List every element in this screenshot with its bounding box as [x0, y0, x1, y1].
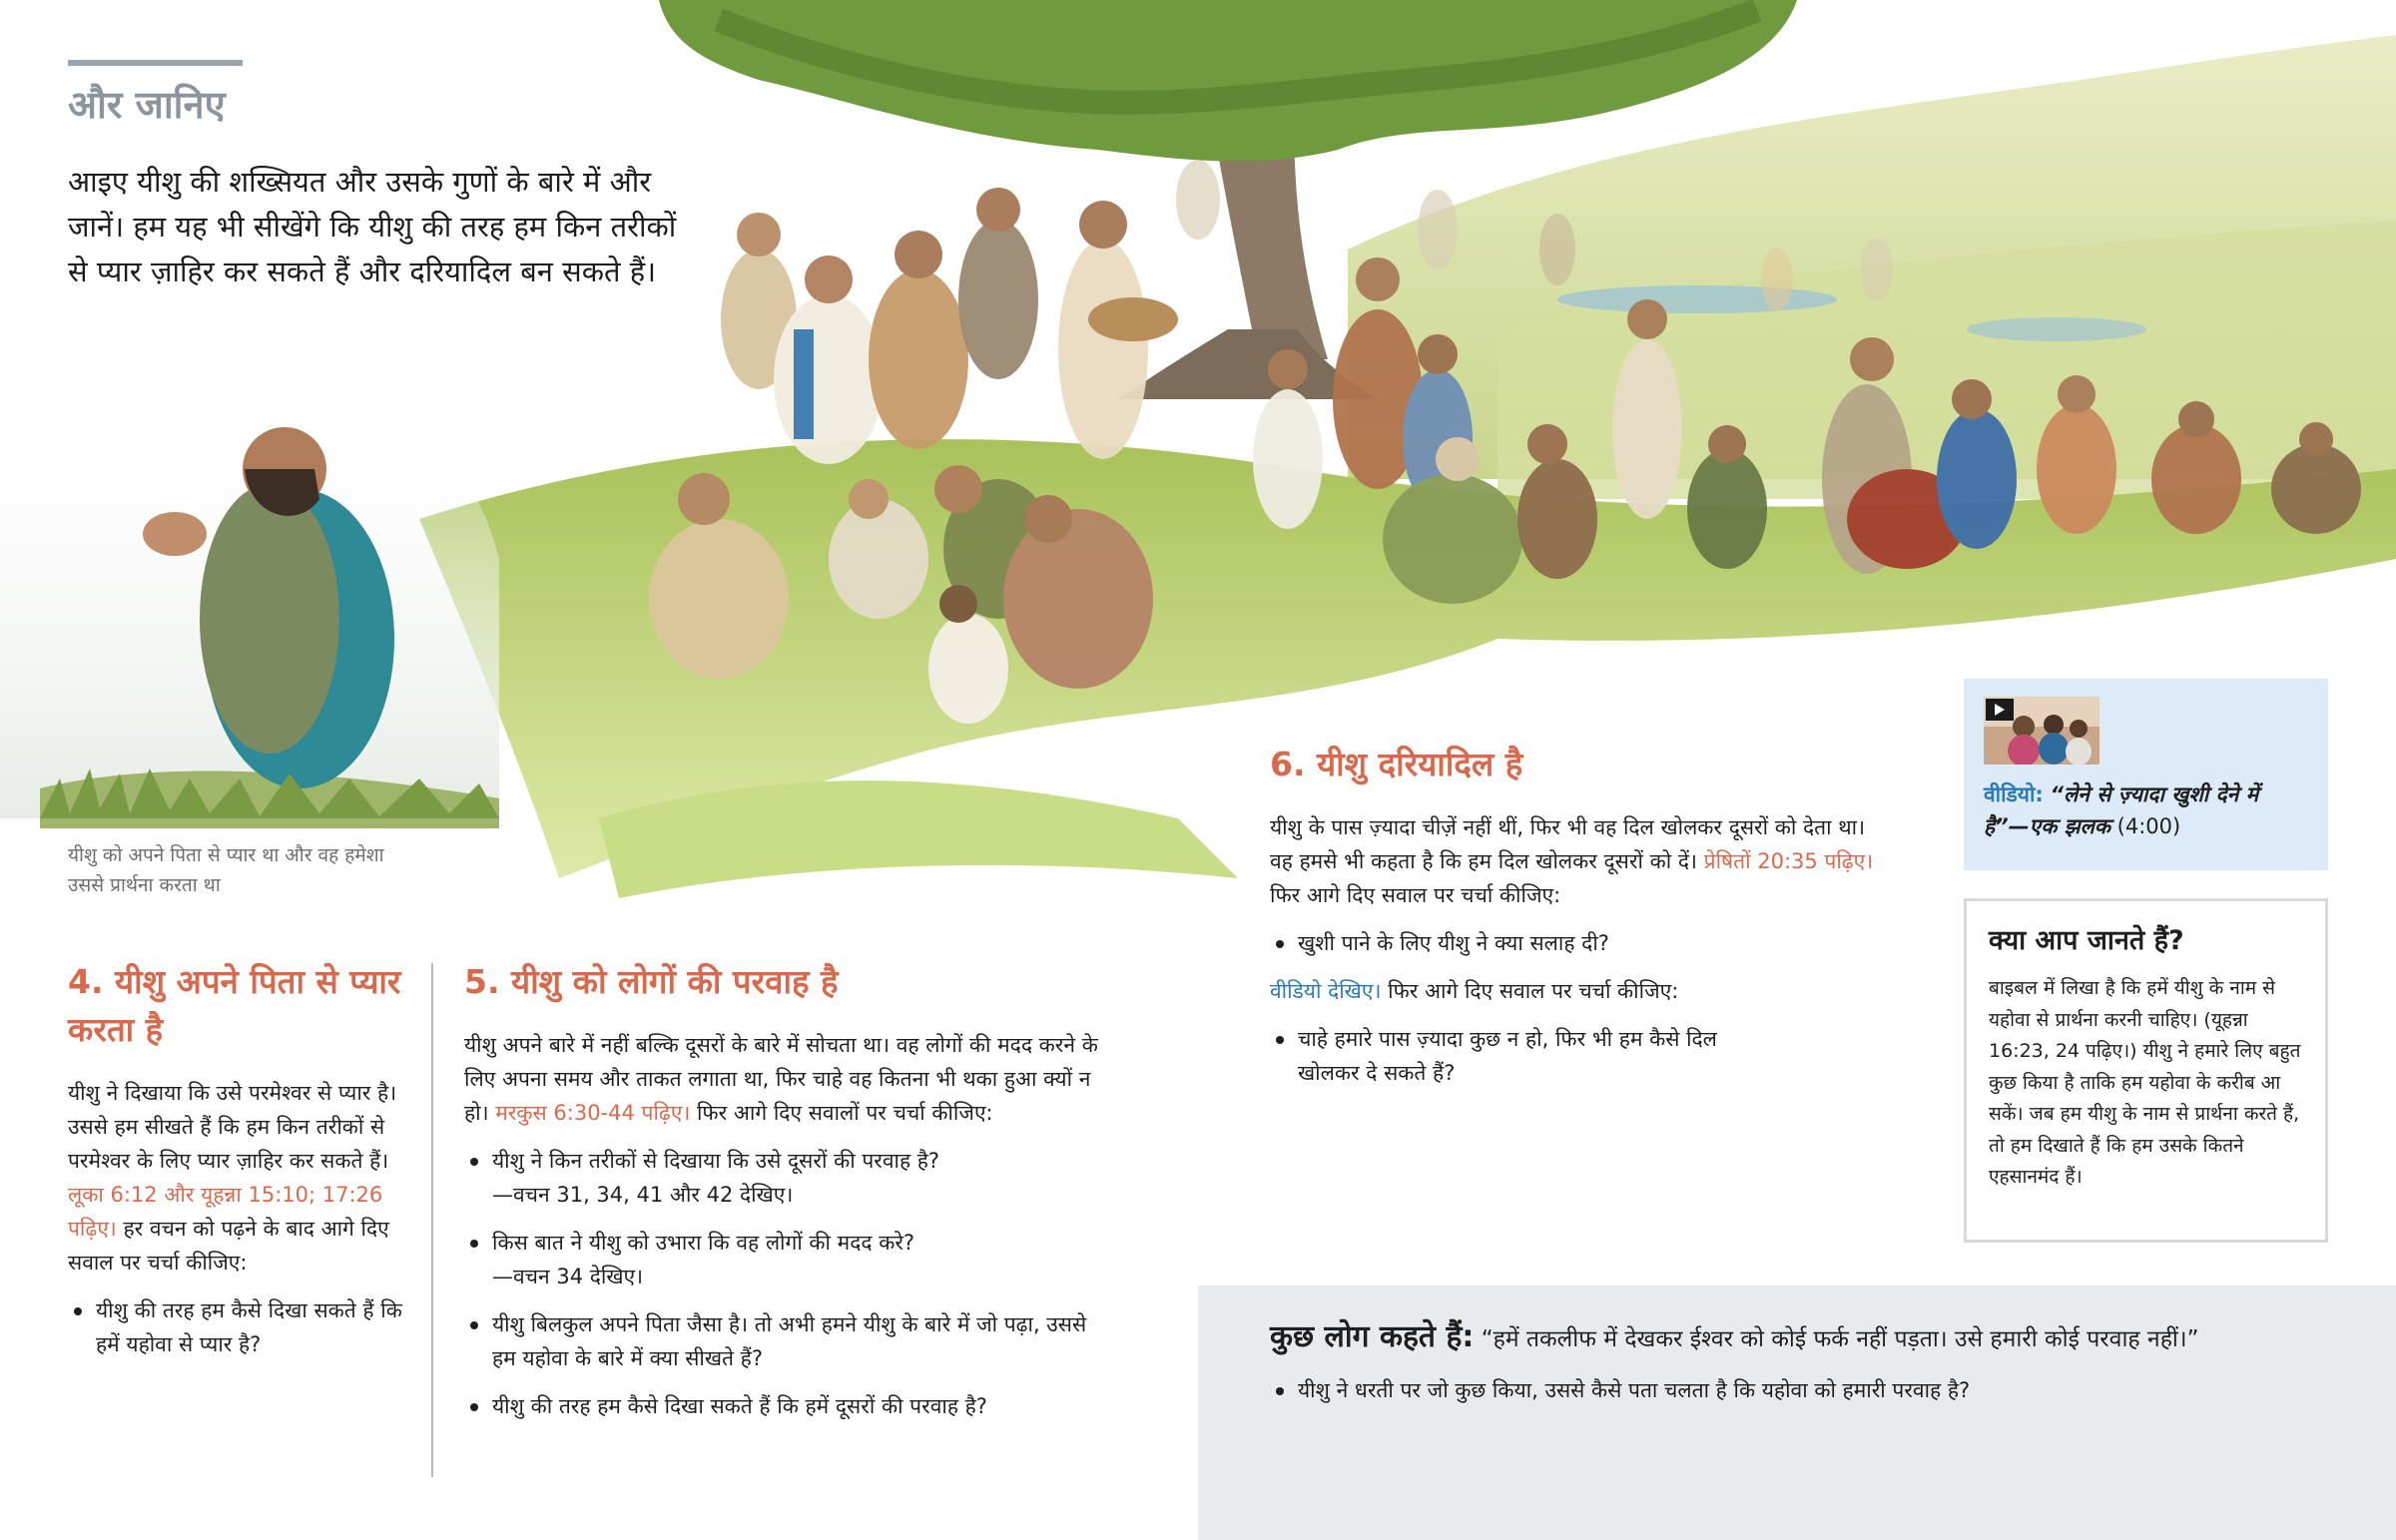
did-you-know-body: बाइबल में लिखा है कि हमें यीशु के नाम से यहोवा से प्रार्थना करनी चाहिए। (यूहन्ना 16:23, 24 पढ़िए।) यीशु ने हमारे लिए बहुत कुछ किया है ताकि हम यहोवा के करीब आ सकें। जब हम यीशु के नाम से प्रार्थना करते हैं, तो हम दिखाते हैं कि हम उसके कितने एहसानमंद हैं। — [1989, 977, 2301, 1188]
section-4-questions — [68, 1293, 407, 1361]
did-you-know-title: क्या आप जानते हैं? — [1989, 925, 2184, 956]
section-6-body — [1270, 810, 1889, 912]
section-5-title: 5. यीशु को लोगों की परवाह है — [464, 962, 839, 1001]
column-divider — [431, 963, 433, 1477]
list-item — [464, 1226, 1113, 1293]
some-say-questions — [1270, 1373, 2324, 1407]
section-6-text: यीशु के पास ज़्यादा चीज़ें नहीं थीं, फिर भी वह दिल खोलकर दूसरों को देता था। वह हमसे भी कहता है कि हम दिल खोलकर दूसरों को दें। — [1270, 815, 1866, 873]
question-note: —वचन 34 देखिए। — [492, 1265, 644, 1288]
watch-video-link[interactable]: वीडियो देखिए। — [1270, 979, 1382, 1003]
section-5-instruction: फिर आगे दिए सवालों पर चर्चा कीजिए: — [696, 1101, 993, 1125]
image-caption: यीशु को अपने पिता से प्यार था और वह हमेशा उससे प्रार्थना करता था — [68, 844, 384, 896]
video-duration: (4:00) — [2116, 814, 2181, 838]
section-6-instruction: फिर आगे दिए सवाल पर चर्चा कीजिए: — [1270, 883, 1561, 907]
section-title: और जानिए — [68, 83, 226, 127]
video-title[interactable]: “लेने से ज़्यादा खुशी देने में है”—एक झलक — [1984, 782, 2259, 838]
question-text: यीशु ने किन तरीकों से दिखाया कि उसे दूसरों की परवाह है? — [492, 1149, 940, 1173]
section-4-body — [68, 1076, 407, 1280]
some-say-lead: कुछ लोग कहते हैं: — [1270, 1319, 1475, 1354]
section-5-text: यीशु अपने बारे में नहीं बल्कि दूसरों के बारे में सोचता था। वह लोगों की मदद करने के लिए अपना समय और ताकत लगाता था, फिर चाहे वह कितना भी थका हुआ क्यों न हो। — [464, 1033, 1098, 1125]
question-text: किस बात ने यीशु को उभारा कि वह लोगों की मदद करे? — [492, 1231, 915, 1255]
question-text: यीशु की तरह हम कैसे दिखा सकते हैं कि हमें दूसरों की परवाह है? — [492, 1394, 987, 1418]
section-6-questions-2 — [1270, 1022, 1889, 1090]
question-note: —वचन 31, 34, 41 और 42 देखिए। — [492, 1183, 794, 1207]
list-item: चाहे हमारे पास ज़्यादा कुछ न हो, फिर भी हम कैसे दिल खोलकर दे सकते हैं? — [1270, 1022, 1749, 1090]
section-5-questions — [464, 1144, 1113, 1423]
list-item — [464, 1307, 1113, 1375]
list-item: यीशु ने धरती पर जो कुछ किया, उससे कैसे पता चलता है कि यहोवा को हमारी परवाह है? — [1270, 1373, 2324, 1407]
play-icon[interactable] — [1986, 699, 2014, 721]
some-say-box — [1198, 1285, 2396, 1540]
section-5-scripture-link[interactable]: मरकुस 6:30-44 पढ़िए। — [495, 1101, 691, 1125]
question-text: यीशु बिलकुल अपने पिता जैसा है। तो अभी हमने यीशु के बारे में जो पढ़ा, उससे हम यहोवा के बारे में क्या सीखते हैं? — [492, 1312, 1087, 1370]
video-caption — [1984, 778, 2308, 842]
section-4-scripture-link[interactable]: लूका 6:12 और यूहन्ना 15:10; 17:26 पढ़िए। — [68, 1183, 383, 1241]
section-6-scripture-link[interactable]: प्रेषितों 20:35 पढ़िए। — [1703, 849, 1874, 873]
section-6-title: 6. यीशु दरियादिल है — [1270, 745, 1523, 783]
section-5-body — [464, 1028, 1113, 1130]
section-4-instruction: हर वचन को पढ़ने के बाद आगे दिए सवाल पर चर्चा कीजिए: — [68, 1217, 389, 1275]
list-item — [464, 1144, 1113, 1212]
video-thumbnail[interactable] — [1984, 697, 2099, 765]
list-item: यीशु की तरह हम कैसे दिखा सकते हैं कि हमें यहोवा से प्यार है? — [68, 1293, 407, 1361]
video-box[interactable] — [1964, 679, 2328, 870]
section-4-text: यीशु ने दिखाया कि उसे परमेश्वर से प्यार है। उससे हम सीखते हैं कि हम किन तरीकों से परमेश्वर के लिए प्यार ज़ाहिर कर सकते हैं। — [68, 1081, 397, 1173]
video-label[interactable]: वीडियो: — [1984, 782, 2044, 806]
list-item — [464, 1389, 1113, 1423]
some-say-statement — [1270, 1317, 2324, 1359]
intro-paragraph: आइए यीशु की शख्सियत और उसके गुणों के बारे में और जानें। हम यह भी सीखेंगे कि यीशु की तरह हम किन तरीकों से प्यार ज़ाहिर कर सकते हैं और दरियादिल बन सकते हैं। — [68, 165, 677, 288]
section-4-title: 4. यीशु अपने पिता से प्यार करता है — [68, 962, 401, 1049]
section-6 — [1270, 741, 1889, 1104]
did-you-know-box — [1964, 898, 2328, 1243]
section-5 — [464, 958, 1113, 1437]
section-4 — [68, 958, 407, 1375]
section-6-video-line — [1270, 974, 1889, 1008]
section-6-video-instruction: फिर आगे दिए सवाल पर चर्चा कीजिए: — [1388, 979, 1679, 1003]
section-6-questions-1 — [1270, 926, 1889, 960]
some-say-quote: “हमें तकलीफ में देखकर ईश्वर को कोई फर्क नहीं पड़ता। उसे हमारी कोई परवाह नहीं।” — [1481, 1326, 2199, 1352]
list-item: खुशी पाने के लिए यीशु ने क्या सलाह दी? — [1270, 926, 1889, 960]
section-title-rule — [68, 60, 243, 66]
